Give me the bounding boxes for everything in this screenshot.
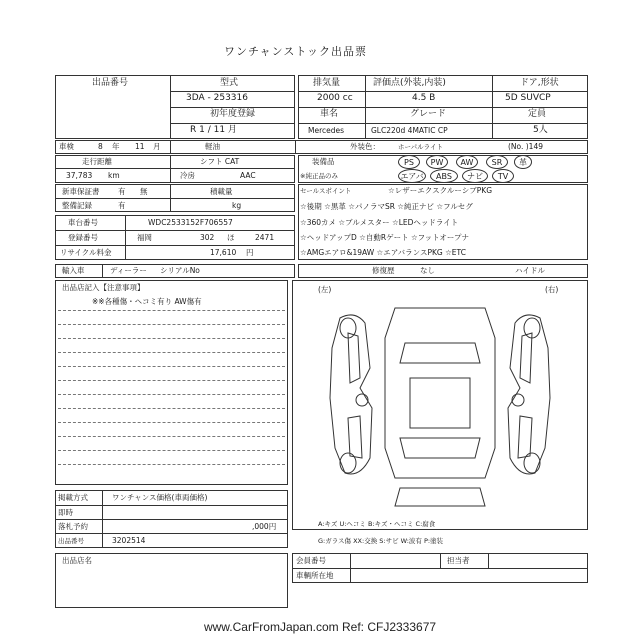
repair-history-label: 修復歴 — [372, 266, 395, 275]
body-label: ドア,形状 — [520, 78, 559, 88]
diagram-right-label: (右) — [545, 285, 559, 294]
vin-label: 車台番号 — [68, 218, 98, 227]
damage-legend-line-1: A:キズ U:ヘコミ B:キズ・ヘコミ C:腐食 — [318, 520, 436, 528]
recycle-value: 17,610 — [210, 248, 237, 257]
fuel-value: 軽油 — [205, 142, 220, 151]
repair-history-value: なし — [420, 266, 435, 275]
model-label: 型式 — [220, 78, 239, 88]
serial-label: シリアルNo — [160, 266, 200, 275]
first-registration-label: 初年度登録 — [210, 109, 256, 119]
member-number-label: 会員番号 — [296, 556, 326, 565]
displacement-value: 2000 cc — [317, 93, 353, 103]
body-value: 5D SUVCP — [505, 93, 551, 103]
model-value: 3DA - 253316 — [186, 93, 248, 103]
recycle-label: リサイクル料金 — [60, 248, 112, 257]
listing-method-label: 掲載方式 — [58, 493, 88, 502]
plate-label: 登録番号 — [68, 233, 98, 242]
listing-number-label: 出品番号 — [58, 537, 84, 545]
ac-value: AAC — [240, 171, 256, 180]
sales-point-5: ☆AMGエアロ&19AW ☆エアバランスPKG ☆ETC — [300, 248, 466, 257]
inspection-month-unit: 月 — [153, 142, 161, 151]
equip-aw: AW — [456, 155, 478, 169]
person-in-charge-label: 担当者 — [447, 556, 470, 565]
equip-navi: ナビ — [462, 169, 488, 183]
shift-label: シフト CAT — [200, 157, 240, 166]
equip-abs: ABS — [430, 169, 458, 183]
car-outline-diagram — [300, 298, 580, 508]
plate-region: 福岡 — [137, 233, 152, 242]
mileage-unit: km — [108, 171, 120, 180]
inspection-year-unit: 年 — [112, 142, 120, 151]
damage-legend-line-2: G:ガラス傷 XX:交換 S:サビ W:波有 P:塗装 — [318, 537, 444, 545]
immediate-label: 即時 — [58, 508, 73, 517]
color-value: ホーパルライト — [398, 143, 443, 151]
warranty-label: 新車保証書 — [62, 187, 100, 196]
remarks-label: 出品店記入【注意事項】 — [62, 283, 145, 292]
sales-point-2: ☆後期 ☆黒革 ☆パノラマSR ☆純正ナビ ☆フルセグ — [300, 202, 473, 211]
handle-label: ハイドル — [515, 266, 545, 275]
displacement-label: 排気量 — [313, 78, 341, 88]
import-label: 輸入車 — [62, 266, 85, 275]
warranty-yes: 有 — [118, 187, 126, 196]
contract-label: 落札予約 — [58, 522, 88, 531]
load-unit: kg — [232, 201, 242, 210]
equipment-sub-label: ※純正品のみ — [300, 172, 338, 180]
capacity-value: 5人 — [533, 125, 548, 135]
recycle-unit: 円 — [246, 248, 254, 257]
sales-point-4: ☆ヘッドアップD ☆自動Rゲート ☆フットオープナ — [300, 233, 470, 242]
inspection-month: 11 — [135, 142, 145, 151]
equip-sr: SR — [486, 155, 508, 169]
sales-point-label: セールスポイント — [300, 187, 352, 195]
plate-number: 2471 — [255, 233, 275, 242]
sales-point-1: ☆レザーエクスクルーシブPKG — [388, 186, 493, 195]
footer-reference: www.CarFromJapan.com Ref: CFJ2333677 — [203, 620, 437, 634]
capacity-label: 定員 — [528, 109, 547, 119]
equipment-label: 装備品 — [312, 157, 335, 166]
equip-tv: TV — [492, 169, 514, 183]
inspection-label: 車検 — [59, 142, 74, 151]
price-value: ,000円 — [252, 522, 277, 531]
equip-leather: 革 — [514, 155, 532, 169]
grade-label: グレード — [410, 109, 447, 119]
inspection-year: 8 — [98, 142, 103, 151]
color-label: 外装色： — [350, 142, 380, 151]
mileage-value: 37,783 — [66, 171, 93, 180]
score-label: 評価点(外装,内装) — [373, 78, 446, 88]
remarks-line-1: ※※各種傷・ヘコミ有り AW傷有 — [92, 297, 202, 306]
first-registration-value: R 1 / 11 月 — [190, 125, 237, 135]
dealer-label: ディーラー — [110, 266, 147, 275]
diagram-left-label: (左) — [318, 285, 332, 294]
vehicle-location-label: 車輌所在地 — [296, 571, 334, 580]
warranty-no: 無 — [140, 187, 148, 196]
listing-method-value: ワンチャンス価格(車両価格) — [112, 493, 208, 502]
plate-class: 302 — [200, 233, 215, 242]
score-value: 4.5 B — [412, 93, 436, 103]
sheet-title: ワンチャンストック出品票 — [224, 45, 368, 58]
mileage-label: 走行距離 — [82, 157, 112, 166]
vin-value: WDC2533152F706557 — [148, 218, 233, 227]
grade-value: GLC220d 4MATIC CP — [371, 126, 448, 135]
maker-value: Mercedes — [308, 126, 345, 135]
equip-pw: PW — [426, 155, 448, 169]
equip-ps: PS — [398, 155, 420, 169]
listing-number-value: 3202514 — [112, 536, 146, 545]
color-number: (No. )149 — [508, 142, 544, 151]
ac-label: 冷房 — [180, 171, 195, 180]
plate-kana: ほ — [227, 233, 235, 242]
store-name-label: 出品店名 — [62, 556, 92, 565]
lot-number-label: 出品番号 — [92, 78, 129, 88]
maintenance-label: 整備記録 — [62, 201, 92, 210]
equip-airbag: エアバ — [398, 169, 426, 183]
maker-label: 車名 — [320, 109, 339, 119]
load-label: 積載量 — [210, 187, 233, 196]
sales-point-3: ☆360カメ ☆ブルメスター ☆LEDヘッドライト — [300, 218, 459, 227]
maintenance-value: 有 — [118, 201, 126, 210]
